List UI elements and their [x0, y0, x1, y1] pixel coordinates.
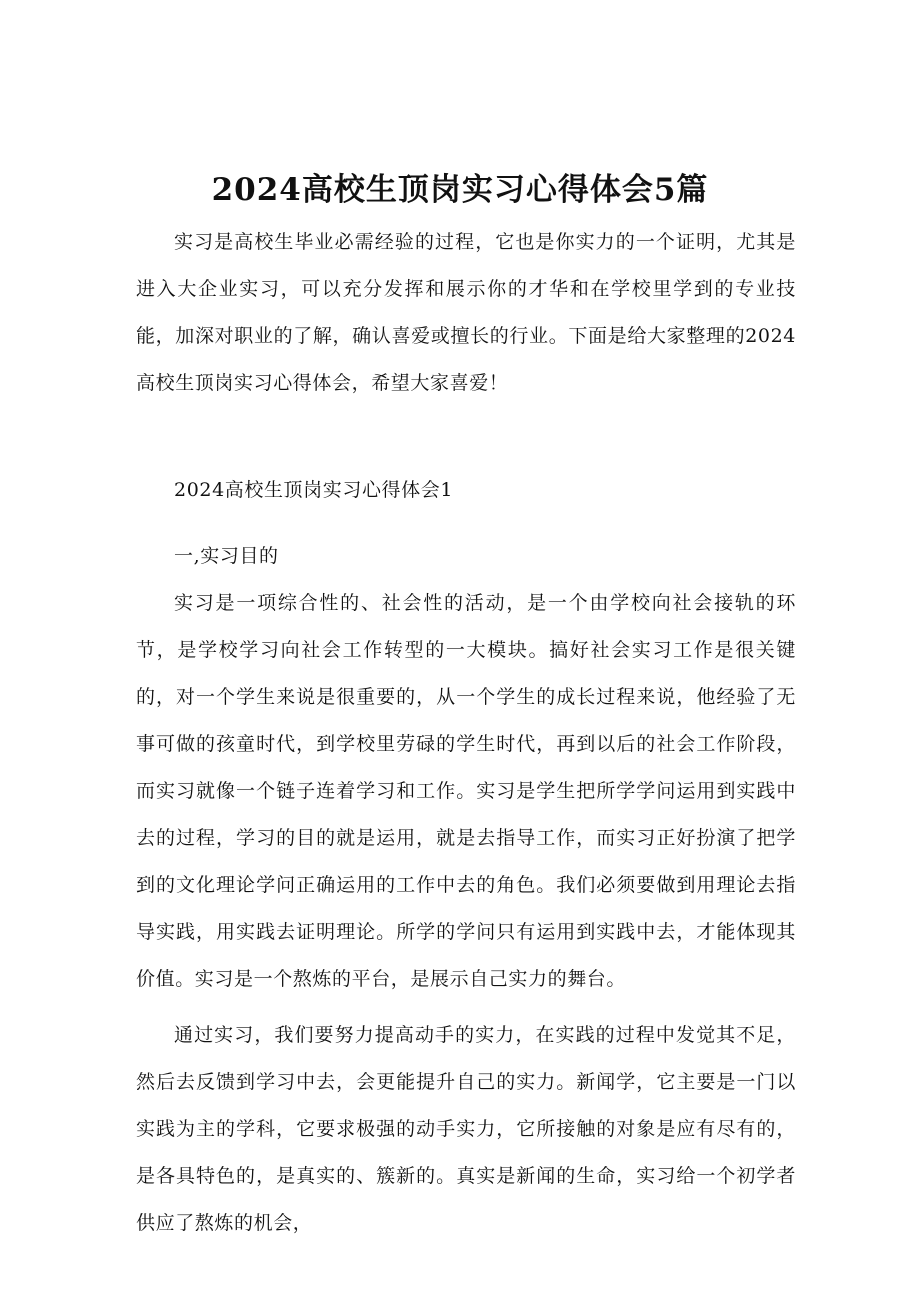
- document-title: 2024高校生顶岗实习心得体会5篇: [211, 171, 709, 208]
- body-paragraph: 实习是一项综合性的、社会性的活动，是一个由学校向社会接轨的环节，是学校学习向社会工作转型的一大模块。搞好社会实习工作是很关键的，对一个学生来说是很重要的，从一个学生的成长过程来说，他经验了无事可做的孩童时代，到学校里劳碌的学生时代，再到以后的社会工作阶段，而实习就像一个链子连着学习和工作。实习是学生把所学学问运用到实践中去的过程，学习的目的就是运用，就是去指导工作，而实习正好扮演了把学到的文化理论学问正确运用的工作中去的角色。我们必须要做到用理论去指导实践，用实践去证明理论。所学的学问只有运用到实践中去，才能体现其价值。实习是一个熬炼的平台，是展示自己实力的舞台。: [136, 592, 796, 990]
- intro-paragraph: 实习是高校生毕业必需经验的过程，它也是你实力的一个证明，尤其是进入大企业实习，可以充分发挥和展示你的才华和在学校里学到的专业技能，加深对职业的了解，确认喜爱或擅长的行业。下面是给大家整理的2024高校生顶岗实习心得体会，希望大家喜爱！: [136, 231, 796, 394]
- body-paragraph: 通过实习，我们要努力提高动手的实力，在实践的过程中发觉其不足，然后去反馈到学习中去，会更能提升自己的实力。新闻学，它主要是一门以实践为主的学科，它要求极强的动手实力，它所接触的对象是应有尽有的，是各具特色的，是真实的、簇新的。真实是新闻的生命，实习给一个初学者供应了熬炼的机会，: [136, 1024, 796, 1234]
- subheading-internship-purpose: 一,实习目的: [174, 545, 279, 567]
- section-heading: 2024高校生顶岗实习心得体会1: [174, 479, 454, 501]
